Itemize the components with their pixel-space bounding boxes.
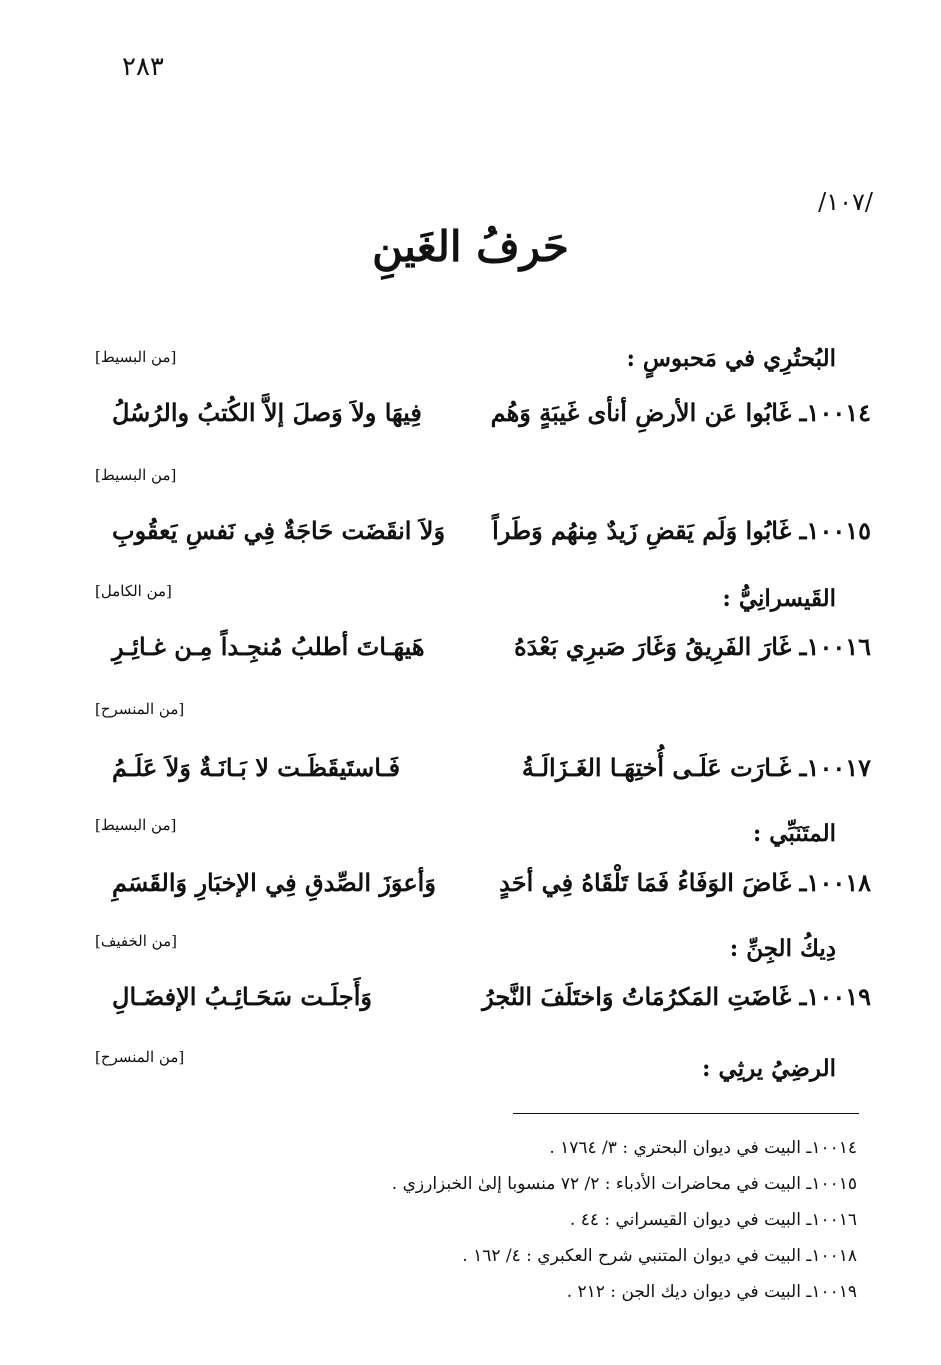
- verse-first-text: غَابُوا وَلَم يَقضِ زَيدٌ مِنهُم وَطَراً: [492, 516, 792, 545]
- verse-number: ١٠٠١٦ـ: [799, 632, 871, 661]
- meter-label: [من الخفيف]: [95, 932, 177, 950]
- verse-second-hemistich: وَلاَ انقَضَت حَاجَةٌ فِي نَفسِ يَعقُوبِ: [112, 516, 446, 545]
- verse-first-hemistich: [499, 868, 871, 897]
- verse-line: [112, 398, 871, 442]
- verse-number: ١٠٠١٤ـ: [799, 398, 871, 427]
- chapter-title: حَرفُ الغَينِ: [372, 222, 569, 271]
- meter-label: [من المنسرح]: [95, 1048, 185, 1066]
- verse-line: [112, 868, 871, 912]
- footnote: ١٠٠١٥ـ البيت في محاضرات الأدباء : ٢/ ٧٢ منسوبا إلىٰ الخبزارزي .: [391, 1174, 857, 1194]
- verse-first-text: غَـارَت عَلَـى أُختِهَـا الغَـزَالَـةُ: [521, 753, 792, 782]
- footnote: ١٠٠١٦ـ البيت في ديوان القيسراني : ٤٤ .: [569, 1210, 857, 1230]
- verse-first-hemistich: [492, 516, 871, 545]
- verse-first-text: غَاضَتِ المَكرُمَاتُ وَاختَلَفَ النَّجرُ: [482, 982, 792, 1011]
- verse-number: ١٠٠١٨ـ: [799, 868, 871, 897]
- footnotes: [77, 1130, 857, 1310]
- poet-heading: القَيسرانِيُّ :: [722, 585, 836, 612]
- footnote: ١٠٠١٩ـ البيت في ديوان ديك الجن : ٢١٢ .: [566, 1282, 857, 1302]
- section-number: /١٠٧/: [818, 188, 873, 216]
- verse-number: ١٠٠١٩ـ: [799, 982, 871, 1011]
- verse-first-text: غَاضَ الوَفَاءُ فَمَا تَلْقَاهُ فِي أحَدٍ: [499, 868, 792, 897]
- meter-label: [من المنسرح]: [95, 700, 185, 718]
- verse-second-hemistich: وَأَجلَـت سَحَـائِـبُ الإفضَـالِ: [112, 982, 372, 1011]
- verse-second-hemistich: وَأعوَزَ الصِّدقِ فِي الإخبَارِ وَالقَسَمِ: [112, 868, 436, 897]
- meter-label: [من الكامل]: [95, 582, 172, 600]
- verse-first-text: غَابُوا عَن الأرضِ أنأى غَيبَةٍ وَهُم: [490, 398, 792, 427]
- verse-number: ١٠٠١٧ـ: [799, 753, 871, 782]
- page-number: ٢٨٣: [122, 52, 164, 82]
- verse-first-hemistich: [522, 753, 871, 782]
- verse-second-hemistich: فِيهَا ولاَ وَصلَ إلاَّ الكُتبُ والرُسُلُ: [112, 398, 422, 427]
- verse-first-hemistich: [491, 398, 871, 427]
- poet-heading: المتَنَبِّي :: [752, 820, 836, 847]
- verse-number: ١٠٠١٥ـ: [799, 516, 871, 545]
- poet-heading: دِيكُ الجِنِّ :: [729, 935, 836, 962]
- meter-label: [من البسيط]: [95, 466, 177, 484]
- footnote-divider: [513, 1113, 859, 1114]
- poet-heading: البُحتُرِي في مَحبوسٍ :: [626, 345, 836, 372]
- footnote: ١٠٠١٤ـ البيت في ديوان البحتري : ٣/ ١٧٦٤ .: [549, 1138, 857, 1158]
- footnote: ١٠٠١٨ـ البيت في ديوان المتنبي شرح العكبري : ٤/ ١٦٢ .: [462, 1246, 857, 1266]
- verse-line: [112, 632, 871, 676]
- poet-heading: الرضِيُ يرثِي :: [702, 1055, 836, 1082]
- verse-first-hemistich: [514, 632, 871, 661]
- meter-label: [من البسيط]: [95, 348, 177, 366]
- verse-line: [112, 516, 871, 560]
- verse-line: [112, 753, 871, 797]
- verse-line: [112, 982, 871, 1026]
- verse-first-text: غَارَ الفَرِيقُ وَغَارَ صَبرِي بَعْدَهُ: [514, 632, 792, 661]
- verse-second-hemistich: هَيهَـاتَ أطلبُ مُنجِـداً مِـن غـائِـرِ: [112, 632, 425, 661]
- verse-first-hemistich: [482, 982, 871, 1011]
- meter-label: [من البسيط]: [95, 816, 177, 834]
- verse-second-hemistich: فَـاستَيقَظَـت لا بَـانَـةٌ وَلاَ عَلَـمُ: [112, 753, 401, 782]
